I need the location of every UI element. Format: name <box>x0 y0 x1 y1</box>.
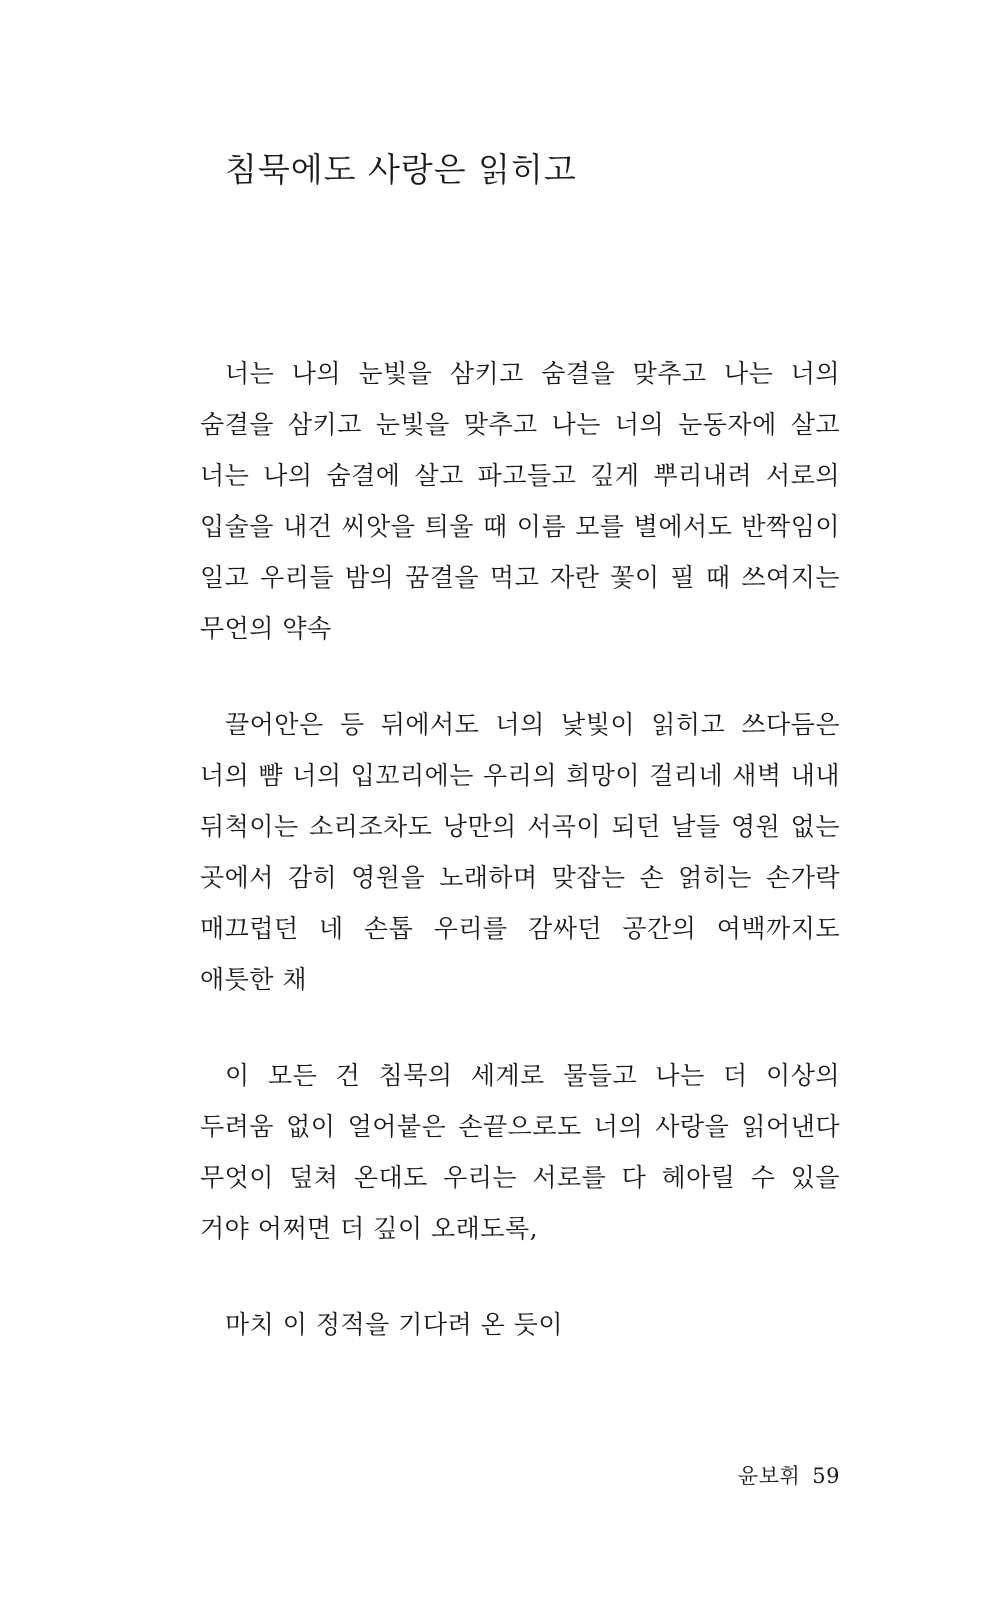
page-number: 59 <box>812 1464 840 1488</box>
poem-paragraph-4: 마치 이 정적을 기다려 온 듯이 <box>225 1310 564 1339</box>
poem-paragraph-2: 끌어안은 등 뒤에서도 너의 낯빛이 읽히고 쓰다듬은 너의 뺨 너의 입꼬리에는 우리의 희망이 걸리네 새벽 내내 뒤척이는 소리조차도 낭만의 서곡이 되던 날들 영원 없는 곳에서 감히 영원을 노래하며 맞잡는 손 얽히는 손가락 매끄럽던 네 손톱 우리를 감싸던 공간의 여백까지도 애틋한 채 <box>200 710 840 994</box>
poem-paragraph-3: 이 모든 건 침묵의 세계로 물들고 나는 더 이상의 두려움 없이 얼어붙은 손끝으로도 너의 사랑을 읽어낸다 무엇이 덮쳐 온대도 우리는 서로를 다 헤아릴 수 있을 거야 어쩌면 더 깊이 오래도록, <box>200 1061 840 1243</box>
poem-body <box>200 348 840 1350</box>
page-footer <box>738 1460 840 1490</box>
poem-paragraph-1: 너는 나의 눈빛을 삼키고 숨결을 맞추고 나는 너의 숨결을 삼키고 눈빛을 맞추고 나는 너의 눈동자에 살고 너는 나의 숨결에 살고 파고들고 깊게 뿌리내려 서로의 입술을 내건 씨앗을 틔울 때 이름 모를 별에서도 반짝임이 일고 우리들 밤의 꿈결을 먹고 자란 꽃이 필 때 쓰여지는 무언의 약속 <box>200 359 840 643</box>
poem-title: 침묵에도 사랑은 읽히고 <box>225 150 577 189</box>
author-name: 윤보휘 <box>737 1464 801 1488</box>
